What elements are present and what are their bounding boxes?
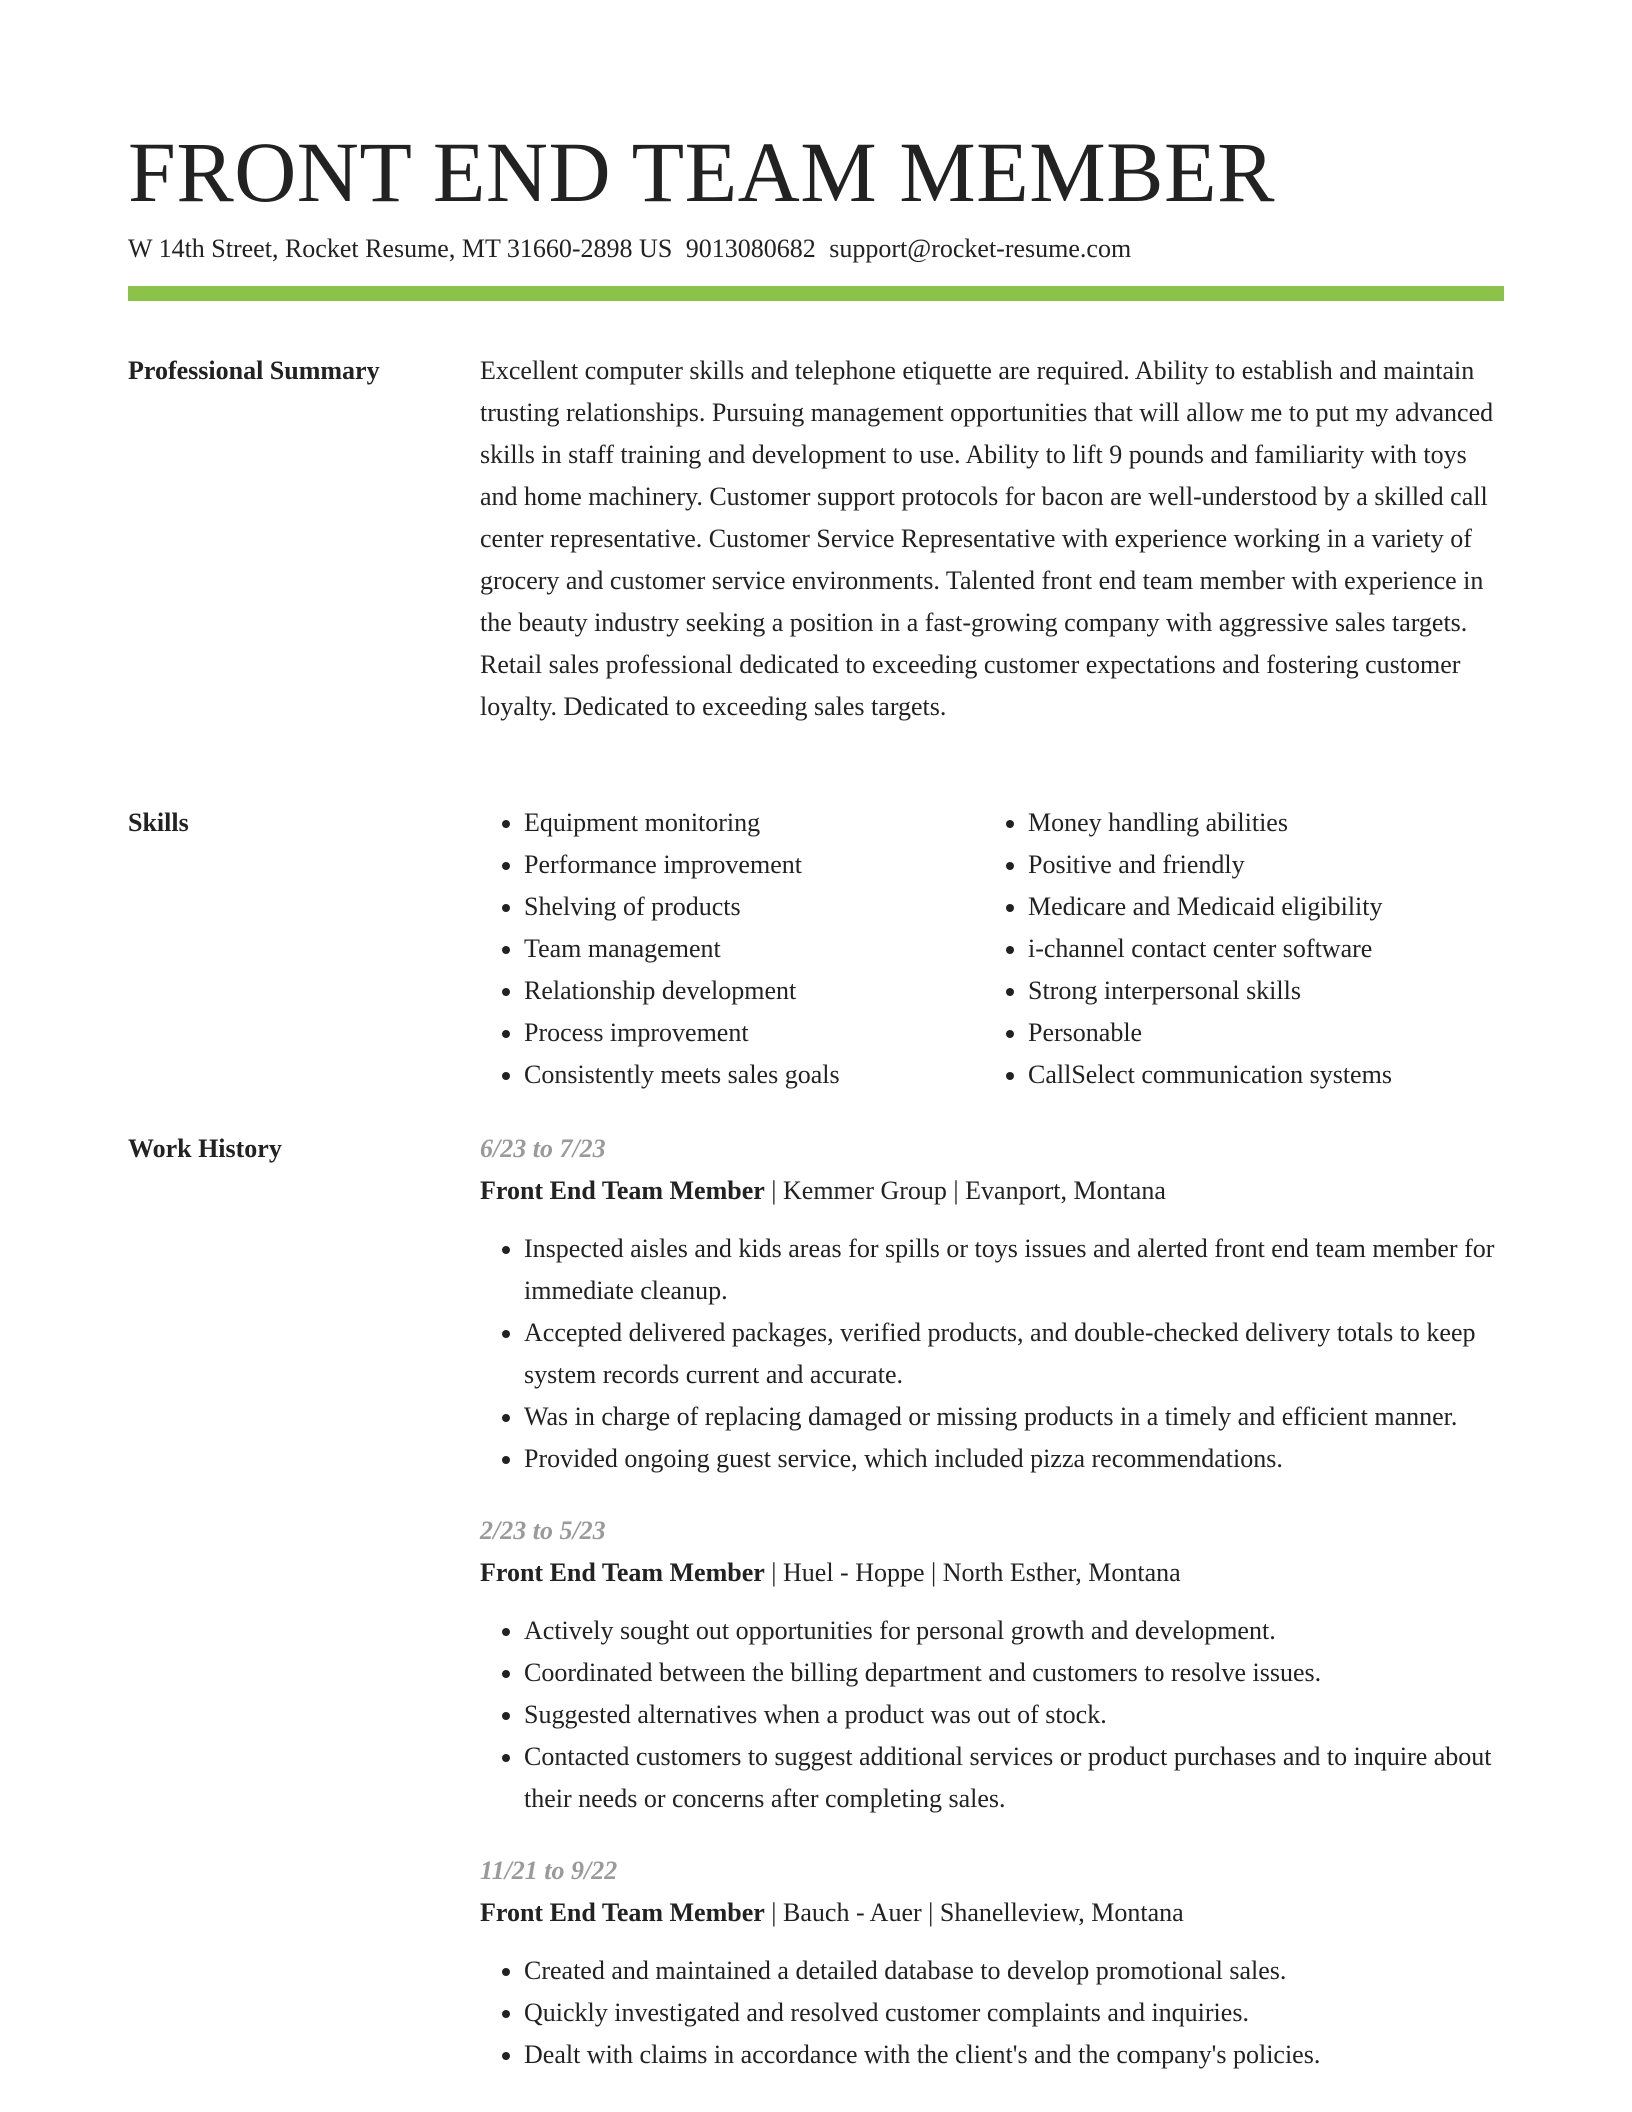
skill-item: • Relationship development [524,970,984,1012]
header-divider [128,286,1504,301]
skill-item: • Consistently meets sales goals [524,1054,984,1096]
skill-item: • Performance improvement [524,844,984,886]
skill-item: • Team management [524,928,984,970]
job-title: Front End Team Member [480,1176,765,1205]
job-title: Front End Team Member [480,1558,765,1587]
summary-title: Professional Summary [128,356,380,385]
job-company: Kemmer Group [783,1176,947,1205]
job-header: Front End Team Member | Kemmer Group | Evanport, Montana [480,1176,1166,1205]
job-bullets [480,1610,1504,1820]
skills-list-left [480,802,984,1096]
job-dates: 2/23 to 5/23 [480,1516,606,1545]
job-bullet: • Suggested alternatives when a product was out of stock. [524,1694,1504,1736]
job-company: Huel - Hoppe [783,1558,925,1587]
skill-item: • Positive and friendly [1028,844,1488,886]
job-bullet: • Created and maintained a detailed database to develop promotional sales. [524,1950,1504,1992]
job-dates: 11/21 to 9/22 [480,1856,618,1885]
skill-item: • Money handling abilities [1028,802,1488,844]
job-bullet: • Inspected aisles and kids areas for spills or toys issues and alerted front end team member for immediate cleanup. [524,1228,1504,1312]
summary-text: Excellent computer skills and telephone etiquette are required. Ability to establish and maintain trusting relationships. Pursuing management opportunities that will allow me to put my advanced skills in staff training and development to use. Ability to lift 9 pounds and familiarity with toys and home machinery. Customer support protocols for bacon are well-understood by a skilled call center representative. Customer Service Representative with experience working in a variety of grocery and customer service environments. Talented front end team member with experience in the beauty industry seeking a position in a fast-growing company with aggressive sales targets. Retail sales professional dedicated to exceeding customer expectations and fostering customer loyalty. Dedicated to exceeding sales targets. [480,356,1494,721]
job-title: Front End Team Member [480,1898,765,1927]
contact-phone: 9013080682 [685,234,816,263]
skill-item: • Shelving of products [524,886,984,928]
job-bullet: • Dealt with claims in accordance with the client's and the company's policies. [524,2034,1504,2076]
job-bullets [480,1228,1504,1480]
job-entry [480,1510,1504,1820]
job-bullet: • Accepted delivered packages, verified products, and double-checked delivery totals to keep system records current and accurate. [524,1312,1504,1396]
job-bullet: • Was in charge of replacing damaged or missing products in a timely and efficient manner. [524,1396,1504,1438]
contact-address: W 14th Street, Rocket Resume, MT 31660-2898 US [128,234,673,263]
job-bullet: • Coordinated between the billing department and customers to resolve issues. [524,1652,1504,1694]
skills-title: Skills [128,808,189,837]
job-header: Front End Team Member | Bauch - Auer | Shanelleview, Montana [480,1898,1184,1927]
job-dates: 6/23 to 7/23 [480,1134,606,1163]
job-bullet: • Contacted customers to suggest additional services or product purchases and to inquire about their needs or concerns after completing sales. [524,1736,1504,1820]
work-history-title: Work History [128,1134,282,1163]
job-bullet: • Provided ongoing guest service, which included pizza recommendations. [524,1438,1504,1480]
job-entry [480,1128,1504,1480]
skill-item: • Strong interpersonal skills [1028,970,1488,1012]
skill-item: • Medicare and Medicaid eligibility [1028,886,1488,928]
job-bullet: • Actively sought out opportunities for personal growth and development. [524,1610,1504,1652]
contact-line [128,232,1131,266]
skills-body [480,802,1504,1096]
job-header: Front End Team Member | Huel - Hoppe | North Esther, Montana [480,1558,1181,1587]
skill-item: • Equipment monitoring [524,802,984,844]
job-bullet: • Quickly investigated and resolved customer complaints and inquiries. [524,1992,1504,2034]
job-location: North Esther, Montana [942,1558,1181,1587]
job-location: Evanport, Montana [965,1176,1166,1205]
skill-item: • Personable [1028,1012,1488,1054]
skill-item: • CallSelect communication systems [1028,1054,1488,1096]
work-history-body [480,1128,1504,2106]
job-location: Shanelleview, Montana [939,1898,1184,1927]
skill-item: • Process improvement [524,1012,984,1054]
contact-email: support@rocket-resume.com [829,234,1132,263]
summary-body [480,350,1504,728]
job-company: Bauch - Auer [783,1898,922,1927]
skills-list-right [984,802,1488,1096]
skill-item: • i-channel contact center software [1028,928,1488,970]
job-bullets [480,1950,1504,2076]
resume-name: FRONT END TEAM MEMBER [128,124,1275,220]
job-entry [480,1850,1504,2076]
